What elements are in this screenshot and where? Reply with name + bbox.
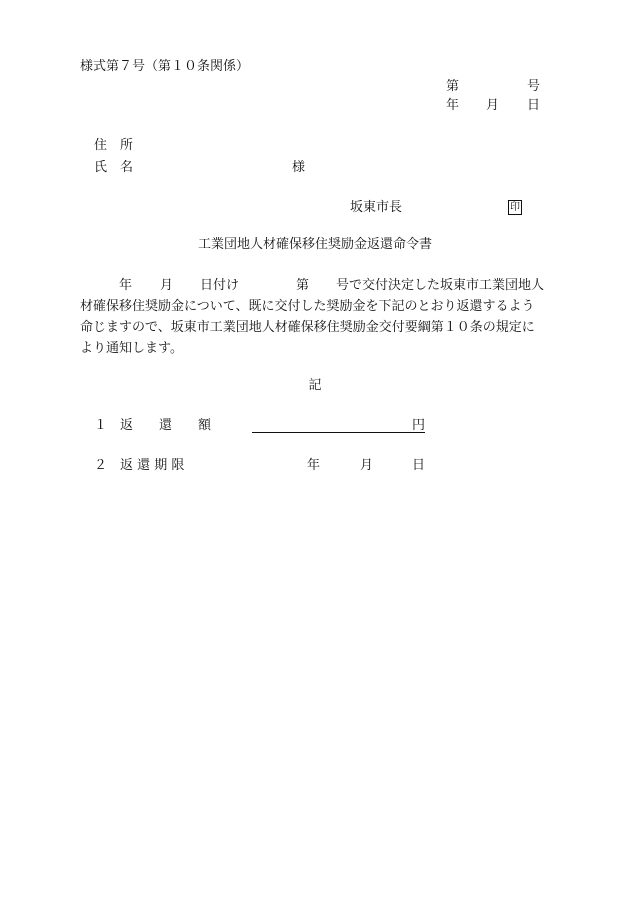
form-number: 様式第７号（第１０条関係） — [80, 59, 250, 74]
issue-date-year: 年 — [446, 98, 460, 113]
body-month: 月 — [160, 278, 174, 293]
document-title: 工業団地人材確保移住奨励金返還命令書 — [197, 237, 432, 252]
body-line1-rest: 号で交付決定した坂東市工業団地人 — [336, 278, 545, 293]
deadline-year: 年 — [307, 458, 321, 473]
name-label: 氏 名 — [94, 160, 134, 175]
body-year: 年 — [119, 278, 133, 293]
body-dated: 日付け — [200, 278, 240, 293]
honorific: 様 — [292, 160, 306, 175]
deadline-month: 月 — [360, 458, 374, 473]
issuer-title: 坂東市長 — [350, 200, 403, 215]
item-2-label: 返 還 期 限 — [120, 458, 185, 473]
issue-date-day: 日 — [527, 98, 541, 113]
issue-date-month: 月 — [486, 98, 500, 113]
document-number-suffix: 号 — [527, 79, 541, 94]
item-1-number: １ — [94, 418, 108, 433]
deadline-day: 日 — [412, 458, 426, 473]
note-heading: 記 — [308, 378, 322, 393]
document-number-prefix: 第 — [446, 79, 460, 94]
body-no: 第 — [296, 278, 310, 293]
address-label: 住 所 — [94, 138, 134, 153]
item-2-number: ２ — [94, 458, 108, 473]
seal-mark: 印 — [510, 202, 520, 213]
amount-unit: 円 — [412, 418, 426, 433]
item-1-label: 返 還 額 — [120, 418, 212, 433]
amount-blank-line — [252, 418, 425, 433]
body-line3: 命じますので、坂東市工業団地人材確保移住奨励金交付要綱第１０条の規定に — [80, 320, 535, 335]
body-line2: 材確保移住奨励金について、既に交付した奨励金を下記のとおり返還するよう — [80, 299, 535, 314]
body-line4: より通知します。 — [80, 341, 183, 356]
